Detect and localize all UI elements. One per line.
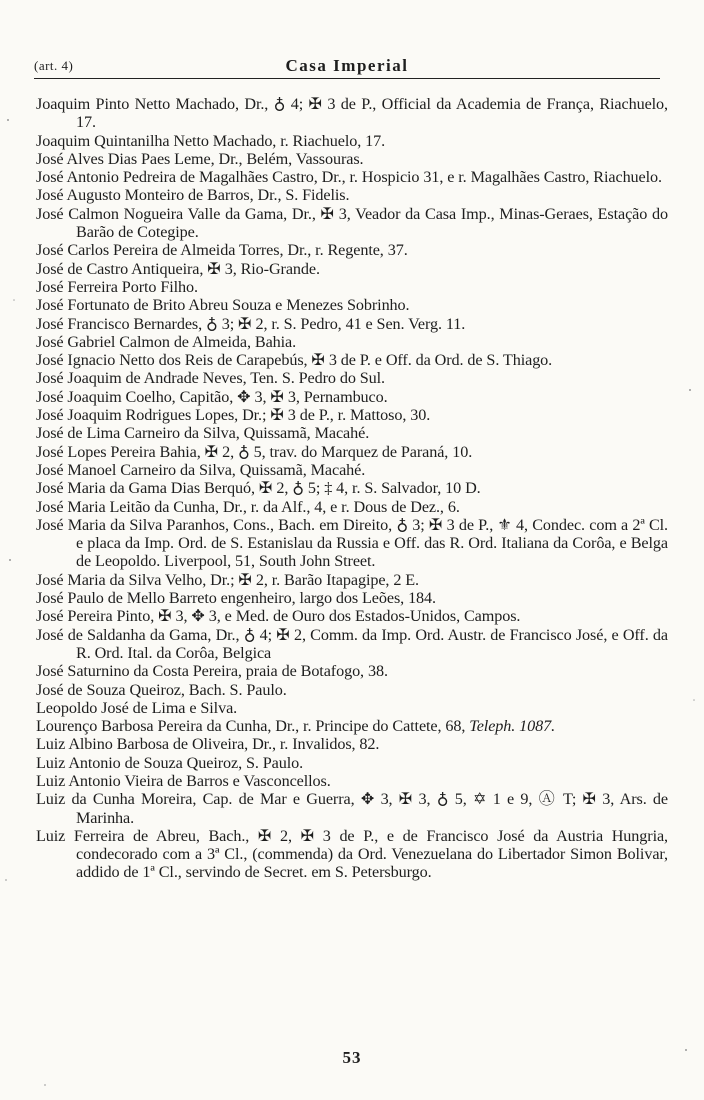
list-item: Leopoldo José de Lima e Silva. [36,698,238,717]
telephone-number: Teleph. 1087. [469,717,556,736]
list-item: José de Saldanha da Gama, Dr., ♁ 4; ✠ 2, Comm. da Imp. Ord. Austr. de Francisco José, e Off. da R. Ord. Ital. da Corôa, Belgica [36,625,668,662]
list-item: José Joaquim de Andrade Neves, Ten. S. Pedro do Sul. [36,369,386,388]
list-item: Luiz Antonio Vieira de Barros e Vasconcellos. [36,771,331,790]
entry-text: Lourenço Barbosa Pereira da Cunha, Dr., r. Principe do Cattete, 68, [36,717,466,736]
list-item: José Calmon Nogueira Valle da Gama, Dr., ✠ 3, Veador da Casa Imp., Minas-Geraes, Estação do Barão de Cotegipe. [36,204,668,242]
list-item: José Saturnino da Costa Pereira, praia de Botafogo, 38. [36,662,388,681]
list-item: José Alves Dias Paes Leme, Dr., Belém, Vassouras. [36,149,364,168]
list-item: José de Castro Antiqueira, ✠ 3, Rio-Grande. [36,259,320,278]
list-item: José de Lima Carneiro da Silva, Quissamã, Macahé. [36,424,370,443]
list-item: Luiz Ferreira de Abreu, Bach., ✠ 2, ✠ 3 de P., e de Francisco José da Austria Hungria, condecorado com a 3ª Cl., (commenda) da Ord. Venezuelana do Libertador Simon Bolivar, addido de 1ª Cl., servindo de Secret. em S. Petersburgo. [36,826,668,882]
list-item: José Ignacio Netto dos Reis de Carapebús, ✠ 3 de P. e Off. da Ord. de S. Thiago. [36,351,553,370]
list-item: José Pereira Pinto, ✠ 3, ✥ 3, e Med. de Ouro dos Estados-Unidos, Campos. [36,607,521,626]
list-item: José Carlos Pereira de Almeida Torres, Dr., r. Regente, 37. [36,241,408,260]
list-item: José Antonio Pedreira de Magalhães Castro, Dr., r. Hospicio 31, e r. Magalhães Castro, Riachuelo. [36,168,662,187]
list-item: José Augusto Monteiro de Barros, Dr., S. Fidelis. [36,186,350,205]
list-item: José Ferreira Porto Filho. [36,277,198,296]
page-title: Casa Imperial [285,56,409,75]
list-item: José Maria Leitão da Cunha, Dr., r. da Alf., 4, e r. Dous de Dez., 6. [36,497,460,516]
list-item: José Joaquim Coelho, Capitão, ✥ 3, ✠ 3, Pernambuco. [36,387,388,406]
page-number: 53 [342,1048,362,1067]
running-header [34,58,660,79]
list-item: José Paulo de Mello Barreto engenheiro, largo dos Leões, 184. [36,589,436,608]
list-item: José Maria da Silva Paranhos, Cons., Bach. em Direito, ♁ 3; ✠ 3 de P., ⚜ 4, Condec. com a 2ª Cl. e placa da Imp. Ord. de S. Estanislau da Russia e Off. das R. Ord. Italiana da Corôa, e Belga de Leopoldo. Liverpool, 51, South John Street. [36,515,668,571]
list-item [36,717,668,735]
list-item: José Fortunato de Brito Abreu Souza e Menezes Sobrinho. [36,296,410,315]
list-item: José Joaquim Rodrigues Lopes, Dr.; ✠ 3 de P., r. Mattoso, 30. [36,406,431,425]
list-item: José Lopes Pereira Bahia, ✠ 2, ♁ 5, trav. do Marquez de Paraná, 10. [36,442,473,461]
article-reference: (art. 4) [34,58,74,73]
list-item: Luiz Albino Barbosa de Oliveira, Dr., r. Invalidos, 82. [36,735,380,754]
list-item: José Maria da Gama Dias Berquó, ✠ 2, ♁ 5; ‡ 4, r. S. Salvador, 10 D. [36,479,481,498]
list-item: José Gabriel Calmon de Almeida, Bahia. [36,332,297,351]
list-item: José de Souza Queiroz, Bach. S. Paulo. [36,680,287,699]
list-item: José Manoel Carneiro da Silva, Quissamã, Macahé. [36,460,366,479]
entry-list [36,95,668,882]
list-item: Luiz da Cunha Moreira, Cap. de Mar e Guerra, ✥ 3, ✠ 3, ♁ 5, ✡ 1 e 9, Ⓐ T; ✠ 3, Ars. de Marinha. [36,790,668,827]
list-item: Joaquim Quintanilha Netto Machado, r. Riachuelo, 17. [36,131,386,150]
list-item: Luiz Antonio de Souza Queiroz, S. Paulo. [36,753,304,772]
list-item: José Francisco Bernardes, ♁ 3; ✠ 2, r. S. Pedro, 41 e Sen. Verg. 11. [36,314,466,333]
list-item: José Maria da Silva Velho, Dr.; ✠ 2, r. Barão Itapagipe, 2 E. [36,570,419,589]
list-item: Joaquim Pinto Netto Machado, Dr., ♁ 4; ✠ 3 de P., Official da Academia de França, Riachuelo, 17. [36,95,668,132]
